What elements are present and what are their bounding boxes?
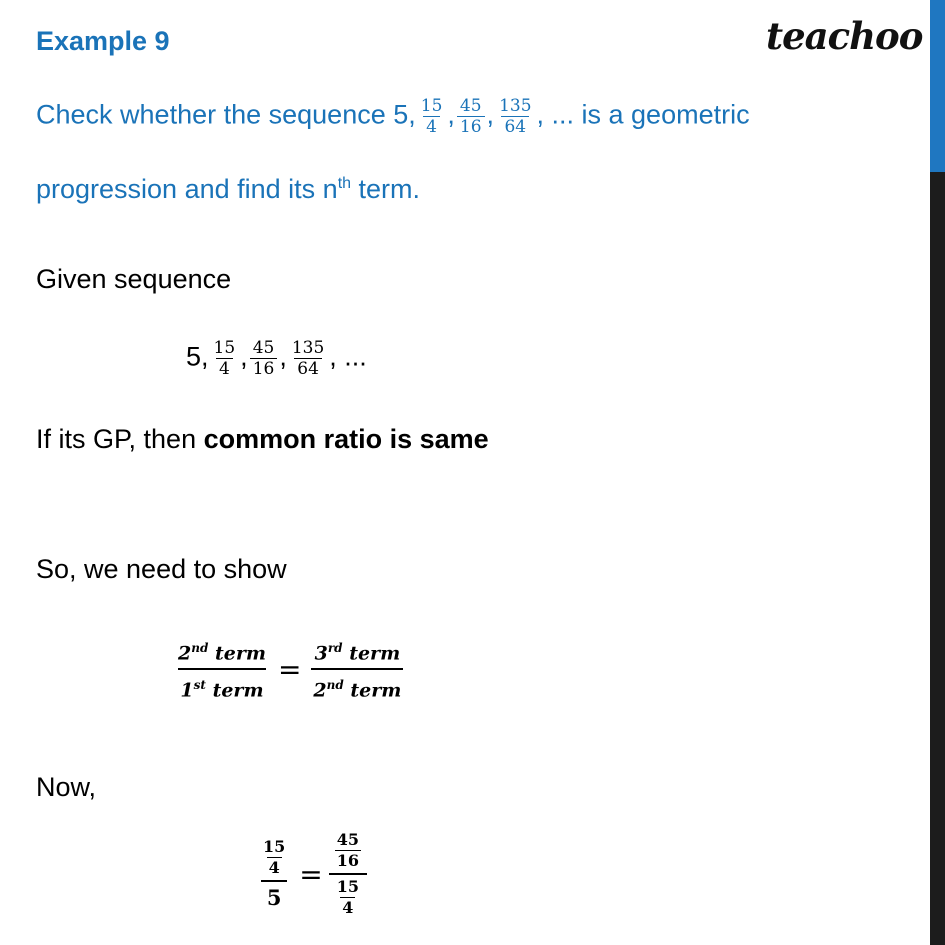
show-statement: So, we need to show bbox=[36, 554, 287, 584]
equals-sign: = bbox=[299, 857, 323, 891]
nth-superscript: th bbox=[337, 175, 352, 192]
scrollbar-thumb[interactable] bbox=[930, 0, 945, 172]
ratio-equation bbox=[176, 633, 403, 706]
sequence-suffix: , ... bbox=[329, 341, 367, 372]
question-line-2 bbox=[36, 174, 420, 205]
gp-statement-prefix: If its GP, then bbox=[36, 424, 204, 454]
question-term-4: $\frac{135}{64}$ bbox=[499, 96, 532, 137]
question-suffix: , ... is a geometric bbox=[536, 99, 750, 130]
given-label: Given sequence bbox=[36, 264, 232, 294]
compound-left-fraction: $\frac{15}{4}$ 5 bbox=[255, 837, 293, 912]
sequence-first-term: 5, bbox=[186, 341, 209, 372]
compound-fraction-equation bbox=[255, 830, 367, 918]
question-term-3: $\frac{45}{16}$ bbox=[457, 96, 485, 137]
sequence-term-4: $\frac{135}{64}$ bbox=[291, 338, 325, 379]
sequence-term-2: $\frac{15}{4}$ bbox=[213, 338, 236, 379]
question-term-2: $\frac{15}{4}$ bbox=[420, 96, 443, 137]
gp-statement-bold: common ratio is same bbox=[203, 424, 489, 454]
sequence-term-3: $\frac{45}{16}$ bbox=[250, 338, 278, 379]
gp-statement bbox=[36, 424, 489, 455]
given-sequence: 5, $\frac{15}{4}$ , $\frac{45}{16}$ , $\frac{135}{64}$ , ... bbox=[186, 338, 367, 379]
ratio-right-fraction: 3rd term 2nd term bbox=[311, 633, 403, 706]
now-label: Now, bbox=[36, 772, 97, 802]
ratio-left-fraction: 2nd term 1st term bbox=[176, 633, 268, 706]
question-line-1: Check whether the sequence 5, $\frac{15}{4}$ , $\frac{45}{16}$ , $\frac{135}{64}$ , ... is a geometric bbox=[36, 96, 750, 137]
compound-right-fraction: $\frac{\frac{45}{16}}{\frac{15}{4}}$ bbox=[329, 830, 367, 918]
question-line2-suffix: term. bbox=[351, 174, 421, 204]
question-line2-text: progression and find its n bbox=[36, 174, 338, 204]
teachoo-logo: teachoo bbox=[766, 14, 923, 58]
question-prefix: Check whether the sequence 5, bbox=[36, 99, 416, 130]
page-title: Example 9 bbox=[36, 26, 170, 56]
equals-sign: = bbox=[277, 652, 302, 686]
